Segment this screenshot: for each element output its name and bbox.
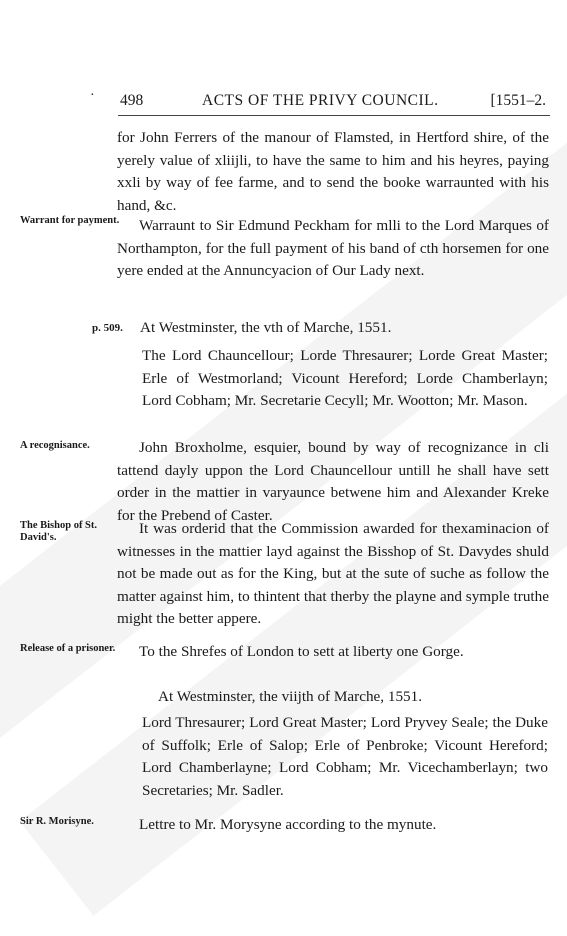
page-reference: p. 509. [92, 322, 123, 334]
margin-note-release: Release of a prisoner. [20, 643, 116, 654]
year-range: [1551–2. [490, 92, 546, 109]
release-paragraph: To the Shrefes of London to sett at liberty one Gorge. [139, 643, 464, 660]
header-mark: · [90, 88, 95, 103]
attendance-list: The Lord Chauncellour; Lorde Thresaurer; Lorde Great Master; Erle of Westmorland; Vicount Hereford; Lorde Chamberlayn; Lord Cobham; Mr. Secretarie Cecyll; Mr. Wootton; Mr. Mason. [142, 347, 548, 409]
attendance-list: Lord Thresaurer; Lord Great Master; Lord Pryvey Seale; the Duke of Suffolk; Erle of Salop; Erle of Penbroke; Vicount Hereford; Lord Chamberlayne; Lord Cobham; Mr. Vicechamberlayn; two Secretaries; Mr. Sadler. [142, 714, 548, 799]
continuation-paragraph: for John Ferrers of the manour of Flamsted, in Hertford shire, of the yerely value of xliijli, to have the same to him and his heyres, paying xxli by way of fee farme, and to send the booke warraunted with his hand, &c. [117, 129, 549, 214]
header-rule [118, 115, 550, 116]
meeting-heading: At Westminster, the viijth of Marche, 1551. [158, 688, 423, 705]
margin-note-morysyne: Sir R. Morisyne. [20, 816, 94, 827]
recognisance-paragraph: John Broxholme, esquier, bound by way of recognizance in cli tattend dayly uppon the Lord Chauncellour untill he shall have sett order in the mattier in varyaunce betwene him and Alexander Kreke for the Prebend of Caster. [117, 439, 549, 524]
running-header [86, 88, 546, 112]
meeting-heading: At Westminster, the vth of Marche, 1551. [140, 319, 392, 336]
margin-note-bishop: The Bishop of St. David's. [20, 520, 98, 543]
warrant-paragraph: Warraunt to Sir Edmund Peckham for mlli to the Lord Marques of Northampton, for the full payment of his band of cth horsemen for one yere ended at the Annuncyacion of Our Lady next. [117, 217, 549, 279]
bishop-paragraph: It was orderid that the Commission awarded for thexaminacion of witnesses in the mattier layd against the Bisshop of St. Davydes shuld not be made out as for the King, but at the sute of suche as follow the matter against him, to thintent that therby the playne and symple truthe might the better appere. [117, 520, 549, 627]
running-title: ACTS OF THE PRIVY COUNCIL. [202, 92, 439, 109]
page-number: 498 [120, 92, 144, 109]
margin-note-warrant: Warrant for payment. [20, 215, 120, 226]
morysyne-paragraph: Lettre to Mr. Morysyne according to the mynute. [139, 816, 437, 833]
margin-note-recognisance: A recognisance. [20, 440, 90, 451]
